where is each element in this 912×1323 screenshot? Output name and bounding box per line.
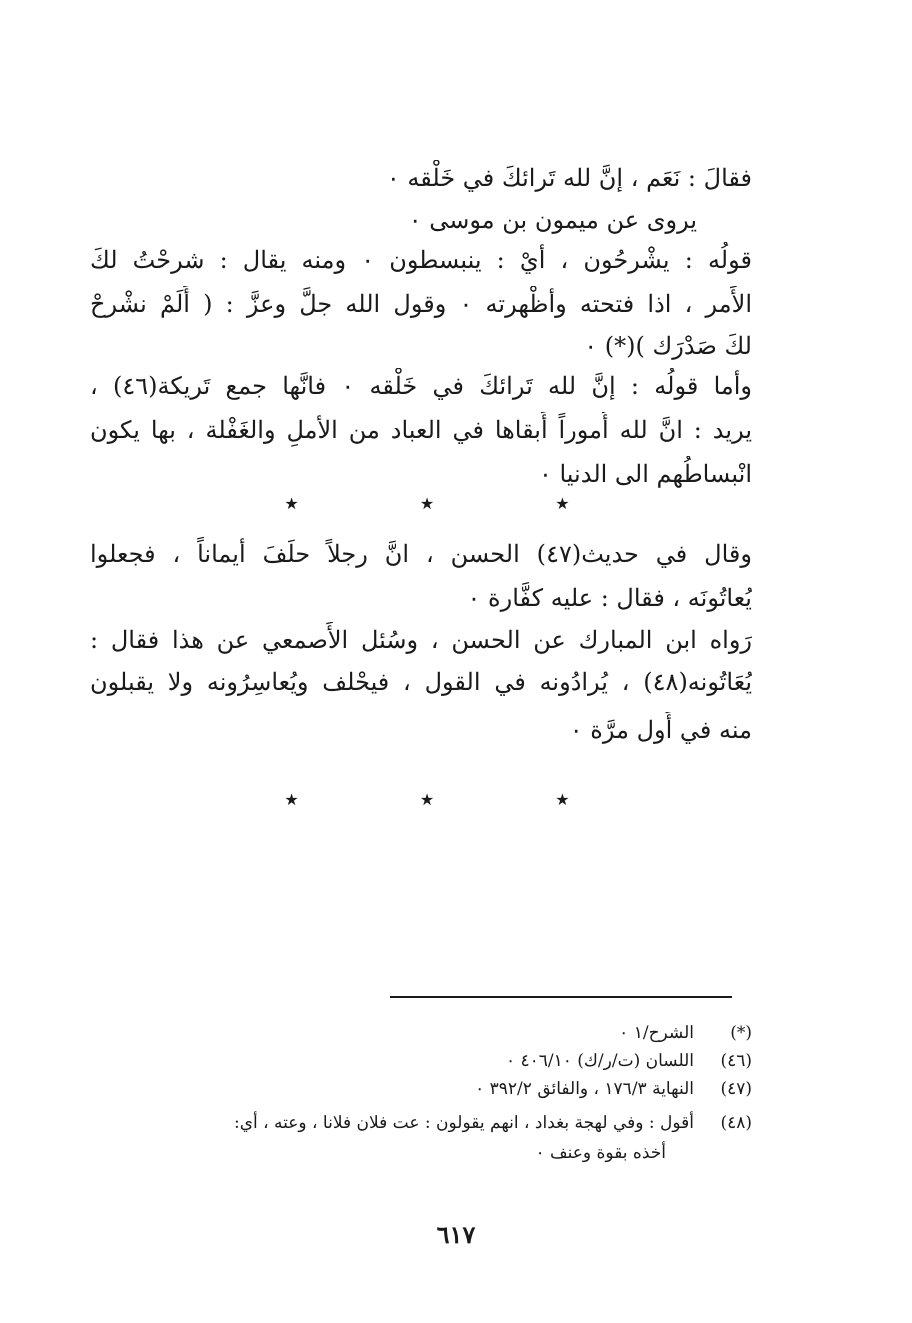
page-number: ٦١٧	[436, 1220, 476, 1249]
text-line: لكَ صَدْرَك )(*) ٠	[584, 332, 752, 360]
section-separator: ★ ★ ★	[284, 494, 628, 513]
footnote-text: الشرح/١ ٠	[619, 1023, 694, 1043]
footnote-text: اللسان (ت/ر/ك) ٤٠٦/١٠ ٠	[505, 1051, 694, 1071]
footnote-number: (*)	[730, 1023, 752, 1043]
text-line: يُعاتُونَه ، فقال : عليه كفَّارة ٠	[467, 584, 752, 612]
text-line: رَواه ابن المبارك عن الحسن ، وسُئل الأَصمعي عن هذا فقال :	[90, 626, 752, 654]
text-line: يُعَاتُونه(٤٨) ، يُرادُونه في القول ، فيحْلف ويُعاسِرُونه ولا يقبلون	[90, 668, 752, 696]
footnote-continuation: أخذه بقوة وعنف ٠	[535, 1143, 666, 1163]
text-line: فقالَ : نَعَم ، إنَّ لله تَرائكَ في خَلْقه ٠	[386, 164, 752, 192]
text-line: يريد : انَّ لله أُموراً أَبقاها في العباد من الأملِ والغَفْلة ، بها يكون	[90, 416, 752, 444]
footnote-text: النهاية ١٧٦/٣ ، والفائق ٣٩٢/٢ ٠	[475, 1079, 694, 1099]
section-separator: ★ ★ ★	[284, 790, 628, 809]
footnote	[234, 1110, 752, 1136]
footnote	[619, 1020, 752, 1046]
text-line: وأما قولُه : إنَّ لله تَرائكَ في خَلْقه ٠ فانَّها جمع تَريكة(٤٦) ،	[90, 372, 752, 400]
footnote-number: (٤٨)	[720, 1113, 752, 1133]
text-line: منه في أَول مرَّة ٠	[569, 716, 752, 744]
footnote-number: (٤٦)	[720, 1051, 752, 1071]
text-line: انْبساطُهم الى الدنيا ٠	[538, 460, 752, 488]
text-line: الأَمر ، اذا فتحته وأظْهرته ٠ وقول الله جلَّ وعزَّ : ( أَلَمْ نشْرحْ	[90, 290, 752, 318]
text-line: يروى عن ميمون بن موسى ٠	[408, 206, 697, 234]
text-line: وقال في حديث(٤٧) الحسن ، انَّ رجلاً حلَفَ أيماناً ، فجعلوا	[90, 540, 752, 568]
footnote-divider	[390, 996, 732, 998]
text-line: قولُه : يشْرحُون ، أيْ : ينبسطون ٠ ومنه يقال : شرحْتُ لكَ	[90, 246, 752, 274]
footnote	[475, 1076, 752, 1102]
footnote-number: (٤٧)	[720, 1079, 752, 1099]
footnote-text: أقول : وفي لهجة بغداد ، انهم يقولون : عت فلان فلانا ، وعته ، أي:	[233, 1113, 694, 1133]
footnote	[506, 1048, 752, 1074]
